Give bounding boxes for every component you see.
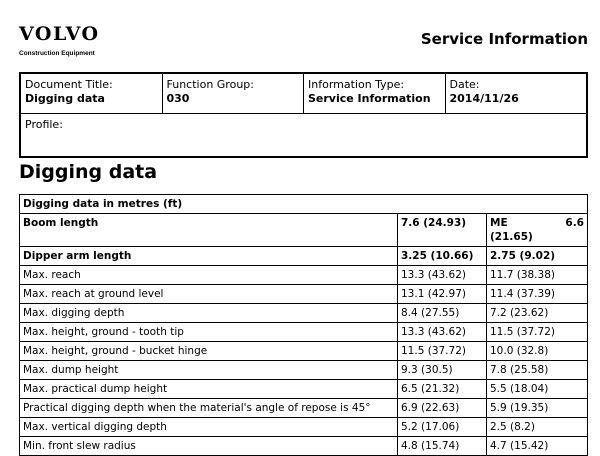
meta-value: 030 <box>166 92 190 105</box>
row-value: 5.2 (17.06) <box>398 418 487 437</box>
row-label: Max. reach at ground level <box>20 285 398 304</box>
table-row <box>20 342 588 361</box>
document-meta-box <box>19 72 588 158</box>
row-value: 7.6 (24.93) <box>398 214 487 247</box>
row-value-part: (21.65) <box>490 231 533 243</box>
meta-value: 2014/11/26 <box>449 92 519 105</box>
digging-data-table <box>19 194 588 456</box>
row-label: Max. digging depth <box>20 304 398 323</box>
header-title: Service Information <box>420 30 588 48</box>
row-value: 6.5 (21.32) <box>398 380 487 399</box>
table-row <box>20 266 588 285</box>
meta-label: Function Group: <box>166 78 254 91</box>
row-value: 5.5 (18.04) <box>487 380 588 399</box>
row-label: Max. height, ground - tooth tip <box>20 323 398 342</box>
table-row <box>20 399 588 418</box>
table-row <box>20 323 588 342</box>
table-row <box>20 437 588 456</box>
table-row <box>20 418 588 437</box>
row-value: 13.3 (43.62) <box>398 323 487 342</box>
table-row <box>20 380 588 399</box>
meta-function-group <box>163 74 305 113</box>
row-value: 6.9 (22.63) <box>398 399 487 418</box>
row-label: Max. practical dump height <box>20 380 398 399</box>
table-row <box>20 214 588 247</box>
row-label: Max. height, ground - bucket hinge <box>20 342 398 361</box>
row-value: 7.8 (25.58) <box>487 361 588 380</box>
table-caption: Digging data in metres (ft) <box>20 195 588 214</box>
table-row <box>20 304 588 323</box>
row-value: 7.2 (23.62) <box>487 304 588 323</box>
meta-information-type <box>304 74 446 113</box>
row-value: 10.0 (32.8) <box>487 342 588 361</box>
brand-block <box>19 25 100 57</box>
row-value: 13.3 (43.62) <box>398 266 487 285</box>
row-value: 2.75 (9.02) <box>487 247 588 266</box>
row-value: 5.9 (19.35) <box>487 399 588 418</box>
row-value: 9.3 (30.5) <box>398 361 487 380</box>
row-label: Boom length <box>20 214 398 247</box>
row-value: 4.8 (15.74) <box>398 437 487 456</box>
row-value-part: ME <box>490 217 508 229</box>
table-row <box>20 361 588 380</box>
row-value-part: 6.6 <box>565 217 584 229</box>
meta-document-title <box>21 74 163 113</box>
table-row <box>20 285 588 304</box>
row-value: 2.5 (8.2) <box>487 418 588 437</box>
row-label: Dipper arm length <box>20 247 398 266</box>
meta-date <box>446 74 587 113</box>
table-row <box>20 247 588 266</box>
row-value: 4.7 (15.42) <box>487 437 588 456</box>
row-label: Min. front slew radius <box>20 437 398 456</box>
meta-row <box>21 74 586 114</box>
row-value: 11.5 (37.72) <box>487 323 588 342</box>
row-value: 8.4 (27.55) <box>398 304 487 323</box>
meta-profile: Profile: <box>25 118 63 131</box>
row-label: Practical digging depth when the material's angle of repose is 45° <box>20 399 398 418</box>
meta-value: Digging data <box>25 92 105 105</box>
row-value: 13.1 (42.97) <box>398 285 487 304</box>
table-caption-row <box>20 195 588 214</box>
row-value: 11.7 (38.38) <box>487 266 588 285</box>
row-label: Max. reach <box>20 266 398 285</box>
logo-subtitle: Construction Equipment <box>19 50 95 57</box>
row-value: 3.25 (10.66) <box>398 247 487 266</box>
row-value: 11.4 (37.39) <box>487 285 588 304</box>
meta-label: Information Type: <box>308 78 405 91</box>
row-label: Max. dump height <box>20 361 398 380</box>
meta-label: Document Title: <box>25 78 113 91</box>
meta-value: Service Information <box>308 92 431 105</box>
row-value: 11.5 (37.72) <box>398 342 487 361</box>
row-value <box>487 214 588 247</box>
section-title: Digging data <box>19 161 158 183</box>
meta-label: Date: <box>449 78 480 91</box>
row-label: Max. vertical digging depth <box>20 418 398 437</box>
volvo-logo: VOLVO <box>19 23 100 45</box>
